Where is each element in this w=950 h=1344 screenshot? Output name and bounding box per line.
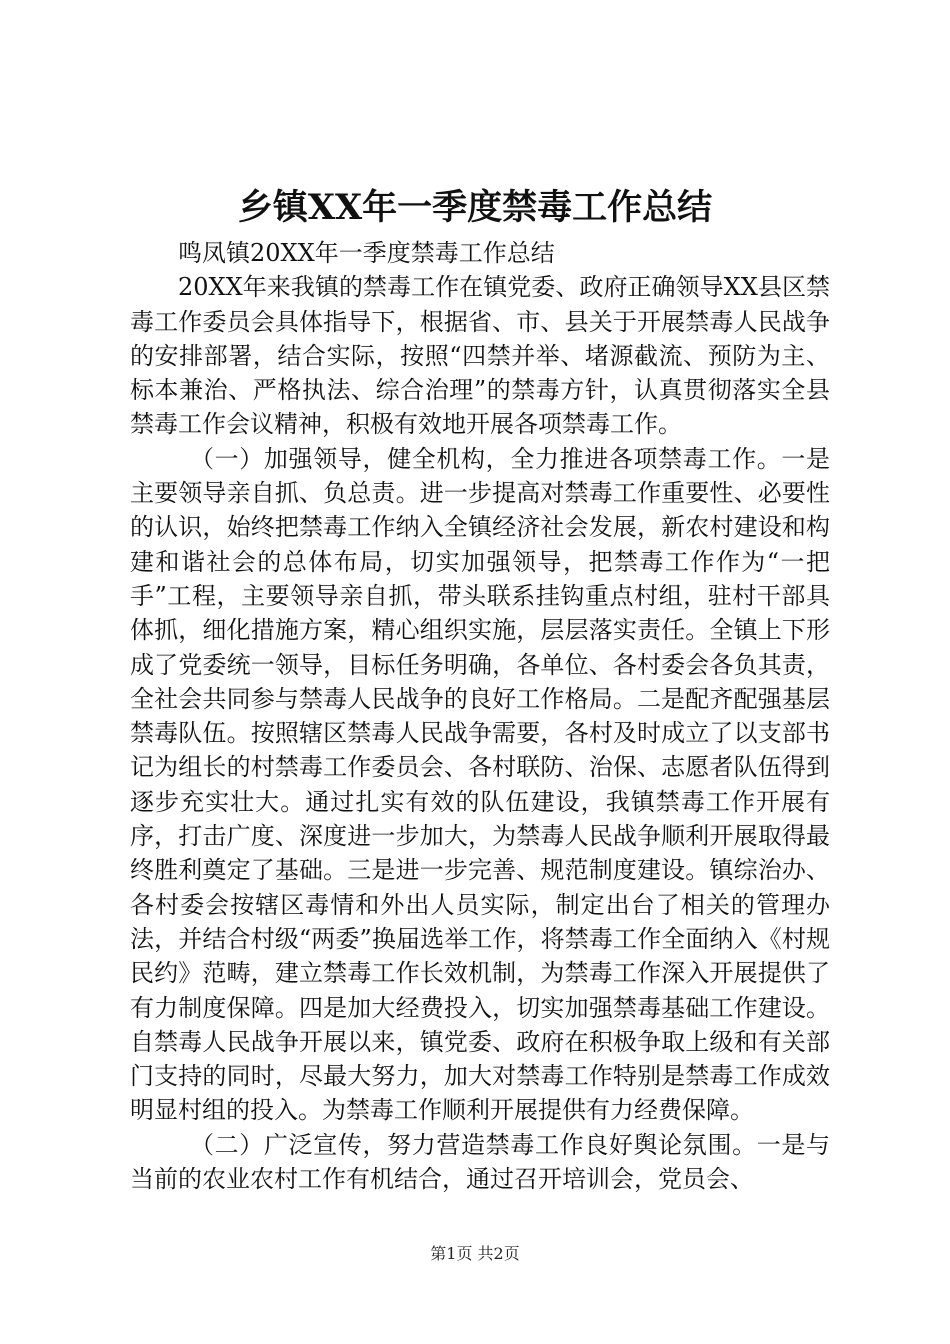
document-title: 乡镇XX年一季度禁毒工作总结 (237, 187, 713, 228)
subtitle-paragraph: 鸣凤镇20XX年一季度禁毒工作总结 (178, 239, 555, 267)
section-two-paragraph: （二）广泛宣传，努力营造禁毒工作良好舆论氛围。一是与当前的农业农村工作有机结合，通过召开培训会，党员会、 (130, 1130, 830, 1194)
section-one-paragraph: （一）加强领导，健全机构，全力推进各项禁毒工作。一是主要领导亲自抓、负总责。进一步提高对禁毒工作重要性、必要性的认识，始终把禁毒工作纳入全镇经济社会发展，新农村建设和构建和谐社会的总体布局，切实加强领导，把禁毒工作作为“一把手”工程，主要领导亲自抓，带头联系挂钩重点村组，驻村干部具体抓，细化措施方案，精心组织实施，层层落实责任。全镇上下形成了党委统一领导，目标任务明确，各单位、各村委会各负其责，全社会共同参与禁毒人民战争的良好工作格局。二是配齐配强基层禁毒队伍。按照辖区禁毒人民战争需要，各村及时成立了以支部书记为组长的村禁毒工作委员会、各村联防、治保、志愿者队伍得到逐步充实壮大。通过扎实有效的队伍建设，我镇禁毒工作开展有序，打击广度、深度进一步加大，为禁毒人民战争顺利开展取得最终胜利奠定了基础。三是进一步完善、规范制度建设。镇综治办、各村委会按辖区毒情和外出人员实际，制定出台了相关的管理办法，并结合村级“两委”换届选举工作，将禁毒工作全面纳入《村规民约》范畴，建立禁毒工作长效机制，为禁毒工作深入开展提供了有力制度保障。四是加大经费投入，切实加强禁毒基础工作建设。自禁毒人民战争开展以来，镇党委、政府在积极争取上级和有关部门支持的同时，尽最大努力，加大对禁毒工作特别是禁毒工作成效明显村组的投入。为禁毒工作顺利开展提供有力经费保障。 (130, 444, 830, 1125)
page-footer: 第1页 共2页 (430, 1244, 520, 1263)
intro-paragraph: 20XX年来我镇的禁毒工作在镇党委、政府正确领导XX县区禁毒工作委员会具体指导下，根据省、市、县关于开展禁毒人民战争的安排部署，结合实际，按照“四禁并举、堵源截流、预防为主、标本兼治、严格执法、综合治理”的禁毒方针，认真贯彻落实全县禁毒工作会议精神，积极有效地开展各项禁毒工作。 (130, 273, 830, 439)
document-body (130, 236, 830, 1196)
